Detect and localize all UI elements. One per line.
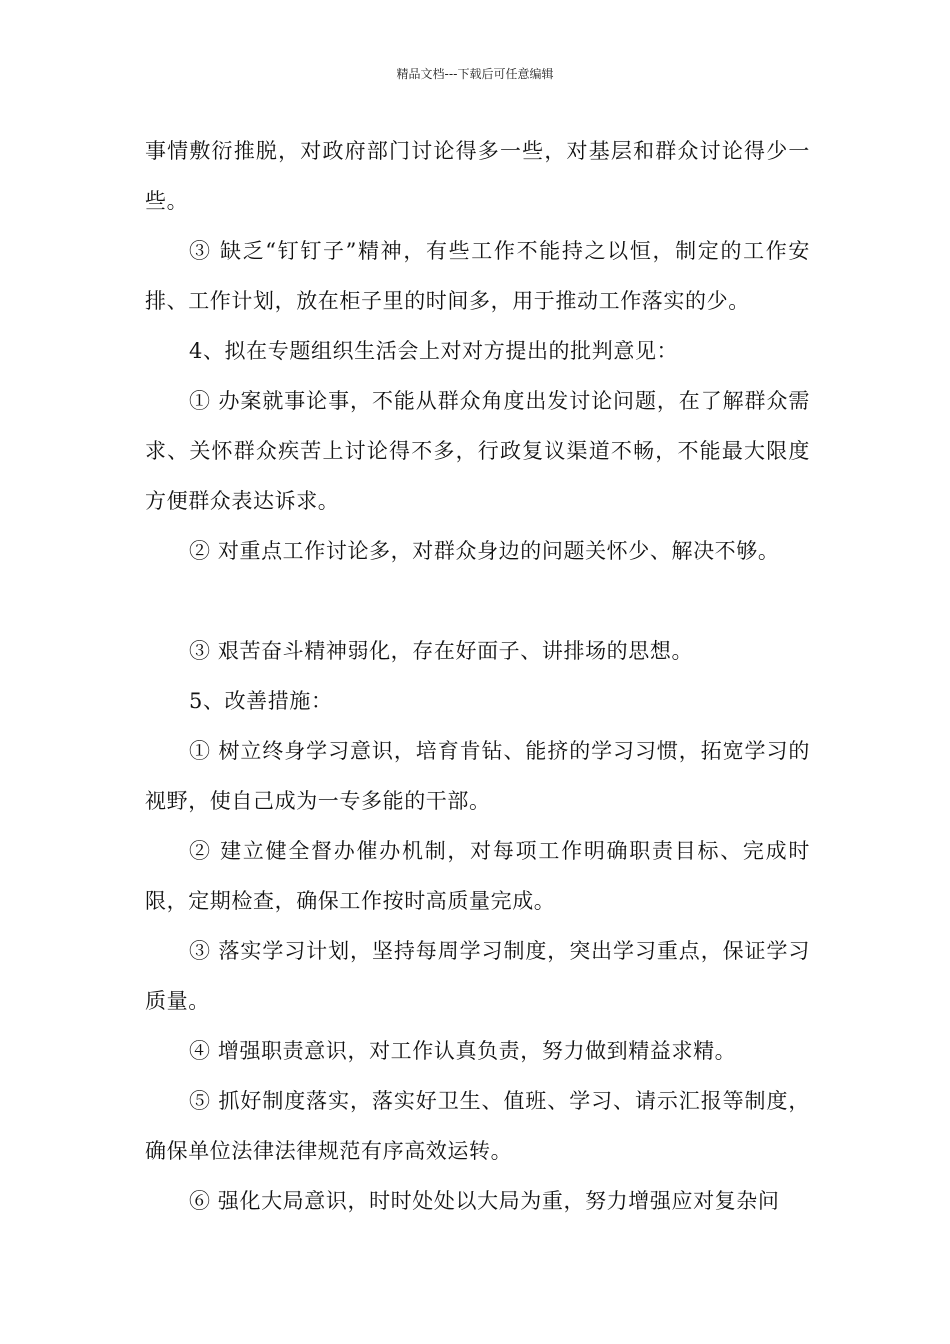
paragraph: ④ 增强职责意识，对工作认真负责，努力做到精益求精。: [189, 1039, 737, 1063]
paragraph: ② 对重点工作讨论多，对群众身边的问题关怀少、解决不够。: [189, 539, 780, 563]
paragraph: ③ 艰苦奋斗精神弱化，存在好面子、讲排场的思想。: [189, 639, 694, 663]
paragraph: ③ 缺乏“钉钉子”精神，有些工作不能持之以恒，制定的工作安排、工作计划，放在柜子里的时间多，用于推动工作落实的少。: [145, 239, 810, 313]
paragraph: 5、改善措施：: [189, 689, 333, 713]
paragraph: 4、拟在专题组织生活会上对对方提出的批判意见：: [189, 339, 679, 363]
paragraph: 事情敷衍推脱，对政府部门讨论得多一些，对基层和群众讨论得少一些。: [145, 139, 810, 213]
page-header: 精品文档---下载后可任意编辑: [396, 67, 554, 81]
paragraph: ② 建立健全督办催办机制，对每项工作明确职责目标、完成时限，定期检查，确保工作按时高质量完成。: [145, 839, 810, 913]
paragraph: ⑥ 强化大局意识，时时处处以大局为重，努力增强应对复杂问: [189, 1189, 780, 1213]
blank-line: [145, 576, 810, 626]
paragraph: ① 树立终身学习意识，培育肯钻、能挤的学习习惯，拓宽学习的视野，使自己成为一专多能的干部。: [145, 739, 810, 813]
paragraph: ① 办案就事论事，不能从群众角度出发讨论问题，在了解群众需求、关怀群众疾苦上讨论得不多，行政复议渠道不畅，不能最大限度方便群众表达诉求。: [145, 389, 810, 513]
paragraph: ③ 落实学习计划，坚持每周学习制度，突出学习重点，保证学习质量。: [145, 939, 810, 1013]
paragraph: ⑤ 抓好制度落实，落实好卫生、值班、学习、请示汇报等制度，确保单位法律法律规范有序高效运转。: [145, 1089, 810, 1163]
document-body: [145, 126, 810, 1226]
